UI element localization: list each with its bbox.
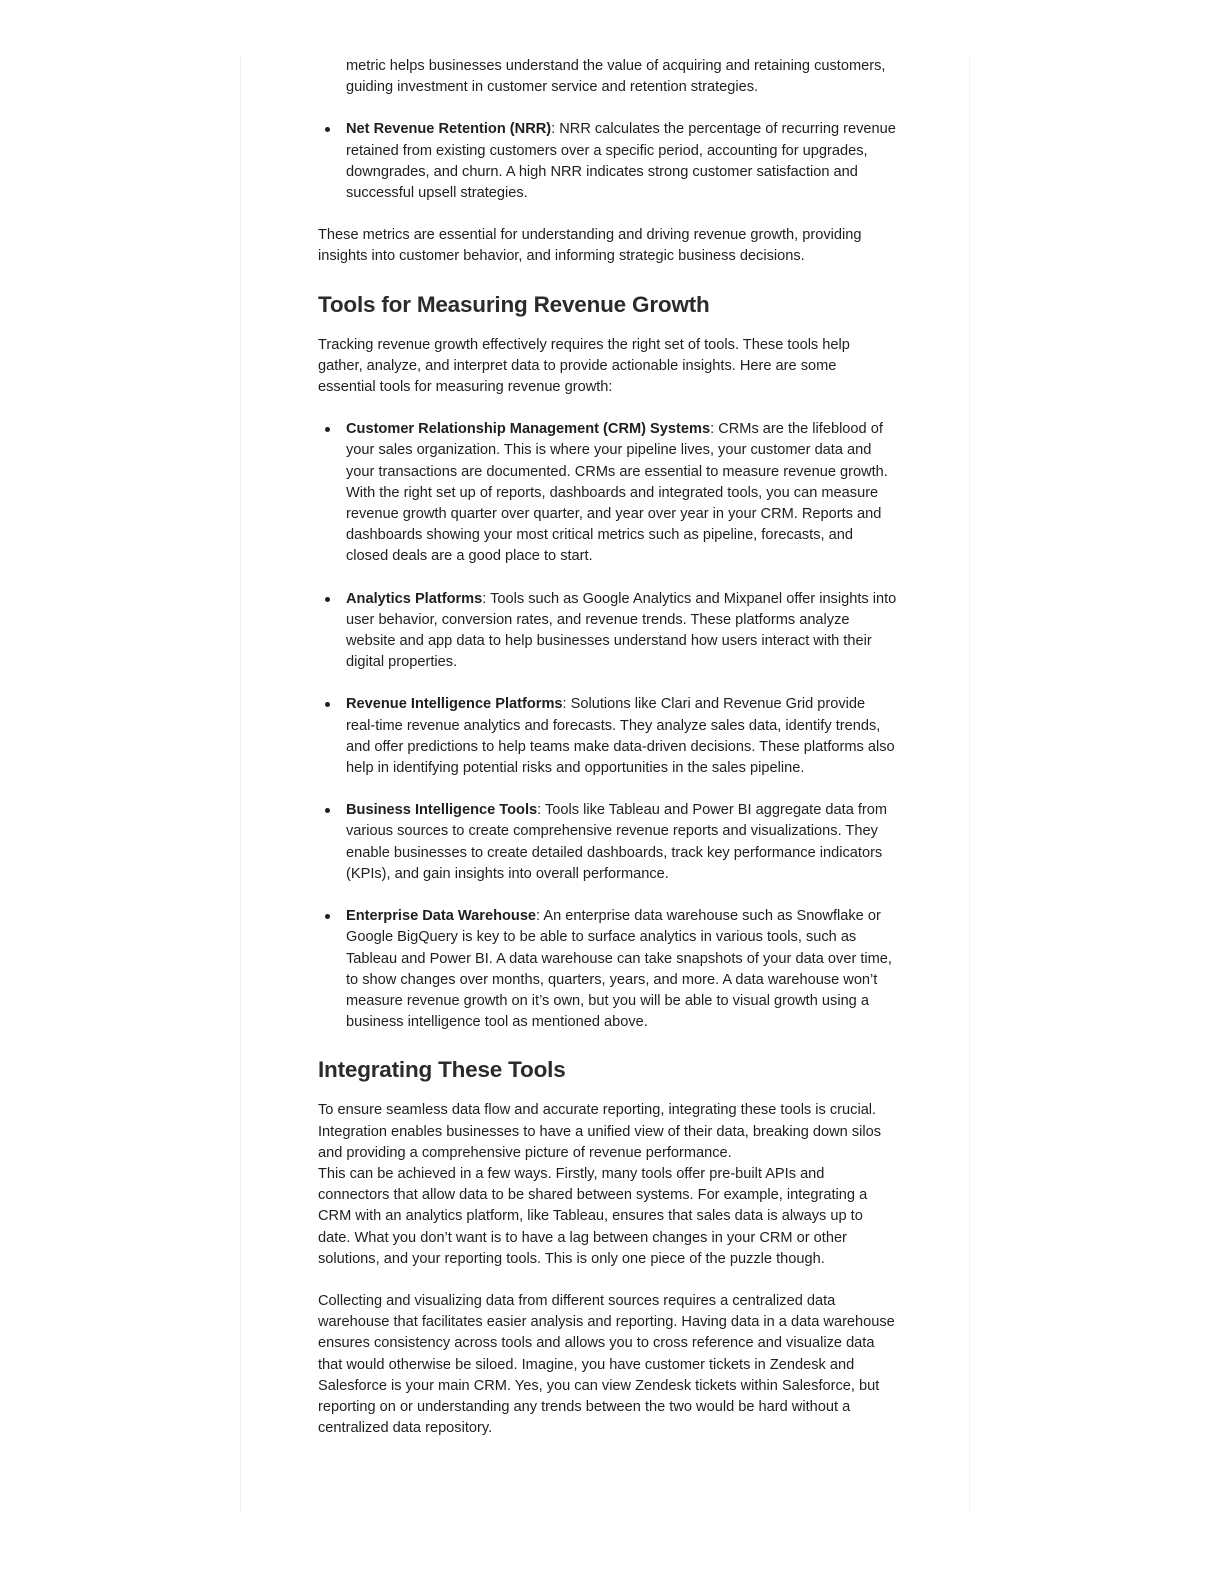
list-item-nrr [318,119,898,204]
integration-paragraph-1: To ensure seamless data flow and accurate reporting, integrating these tools is crucial. Integration enables businesses to have a unified view of their data, breaking down silos and providing a comprehensive picture of revenue performance. [318,1102,882,1161]
list-item-term: Enterprise Data Warehouse [346,908,537,925]
tools-intro-paragraph: Tracking revenue growth effectively requires the right set of tools. These tools help gather, analyze, and interpret data to provide actionable insights. Here are some essential tools for measuring revenue growth: [318,336,850,396]
integration-paragraph-3: Collecting and visualizing data from different sources requires a centralized data warehouse that facilitates easier analysis and reporting. Having data in a data warehouse ensures consistency across tools and allows you to cross reference and visualize data that would otherwise be siloed. Imagine, you have customer tickets in Zendesk and Salesforce is your main CRM. Yes, you can view Zendesk tickets within Salesforce, but reporting on or understanding any trends between the two would be hard without a centralized data repository. [318,1292,895,1437]
metrics-list [318,56,898,98]
list-item-term: Customer Relationship Management (CRM) Systems [346,421,711,438]
metrics-list-cont [318,119,898,204]
list-item-text: : Tools such as Google Analytics and Mixpanel offer insights into user behavior, conversion rates, and revenue trends. These platforms analyze website and app data to help businesses understand how users interact with their digital properties. [346,590,897,671]
list-item-text: metric helps businesses understand the value of acquiring and retaining customers, guiding investment in customer service and retention strategies. [346,58,886,96]
list-item-text: : An enterprise data warehouse such as Snowflake or Google BigQuery is key to be able to surface analytics in various tools, such as Tableau and Power BI. A data warehouse can take snapshots of your data over time, to show changes over months, quarters, years, and more. A data warehouse won’t measure revenue growth on it’s own, but you will be able to visual growth using a business intelligence tool as mentioned above. [346,908,892,1031]
list-item-term: Business Intelligence Tools [346,802,538,819]
list-item-crm [318,419,898,567]
list-item-business-intelligence [318,800,898,885]
metrics-summary-paragraph: These metrics are essential for understanding and driving revenue growth, providing insights into customer behavior, and informing strategic business decisions. [318,227,862,265]
list-item-term: Analytics Platforms [346,590,483,607]
section-heading-integrating: Integrating These Tools [318,1057,566,1083]
list-item-analytics [318,589,898,674]
tools-list [318,419,898,1033]
section-heading-tools: Tools for Measuring Revenue Growth [318,291,710,317]
list-item-continued [318,56,898,98]
list-item-data-warehouse [318,906,898,1033]
list-item-revenue-intelligence [318,694,898,779]
list-item-text: : CRMs are the lifeblood of your sales organization. This is where your pipeline lives, your customer data and your transactions are documented. CRMs are essential to measure revenue growth. With the right set up of reports, dashboards and integrated tools, you can measure revenue growth quarter over quarter, and year over year in your CRM. Reports and dashboards showing your most critical metrics such as pipeline, forecasts, and closed deals are a good place to start. [346,421,888,565]
list-item-term: Net Revenue Retention (NRR) [346,121,552,138]
list-item-text: : Solutions like Clari and Revenue Grid provide real-time revenue analytics and forecasts. They analyze sales data, identify trends, and offer predictions to help teams make data-driven decisions. These platforms also help in identifying potential risks and opportunities in the sales pipeline. [346,696,895,777]
integration-paragraph-2: This can be achieved in a few ways. Firstly, many tools offer pre-built APIs and connectors that allow data to be shared between systems. For example, integrating a CRM with an analytics platform, like Tableau, ensures that sales data is always up to date. What you don’t want is to have a lag between changes in your CRM or other solutions, and your reporting tools. This is only one piece of the puzzle though. [318,1165,868,1267]
list-item-term: Revenue Intelligence Platforms [346,696,563,713]
list-item-text: : NRR calculates the percentage of recurring revenue retained from existing customers over a specific period, accounting for upgrades, downgrades, and churn. A high NRR indicates strong customer satisfaction and successful upsell strategies. [346,121,896,202]
document-body [318,56,898,1439]
list-item-text: : Tools like Tableau and Power BI aggregate data from various sources to create comprehensive revenue reports and visualizations. They enable businesses to create detailed dashboards, track key performance indicators (KPIs), and gain insights into overall performance. [346,802,888,882]
